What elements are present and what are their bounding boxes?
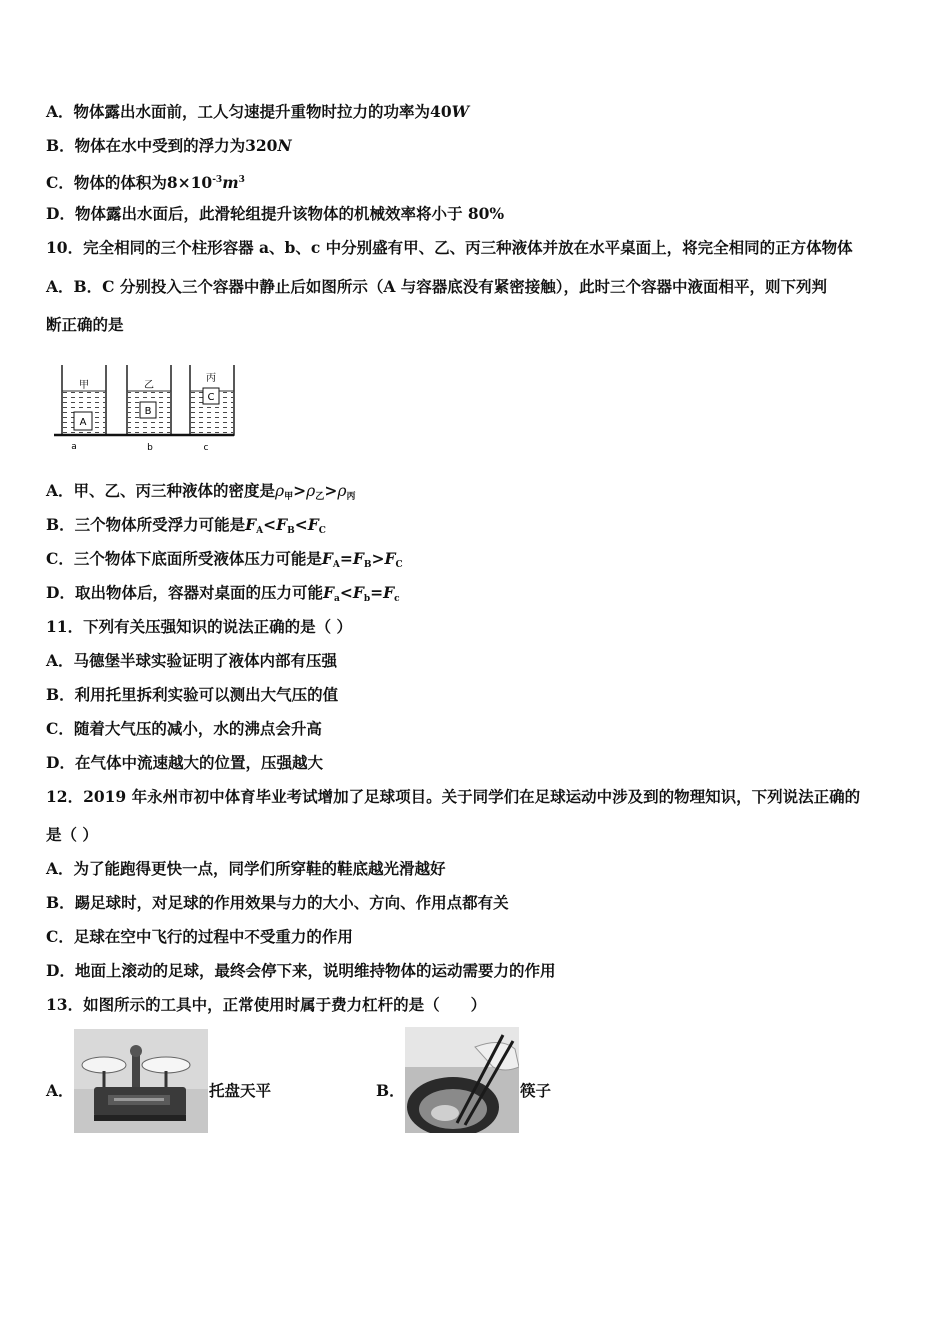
- q12-option-a: A．为了能跑得更快一点，同学们所穿鞋的鞋底越光滑越好: [46, 859, 446, 878]
- q12-option-d: D．地面上滚动的足球，最终会停下来，说明维持物体的运动需要力的作用: [46, 961, 556, 980]
- q9-b-unit: N: [277, 136, 292, 155]
- q12-option-c: C．足球在空中飞行的过程中不受重力的作用: [46, 927, 353, 946]
- container-label-b: b: [147, 443, 153, 453]
- q9-c-unit: m: [222, 173, 239, 192]
- q13-option-b-label: B．: [376, 1081, 405, 1100]
- sub-C: C: [395, 560, 403, 570]
- q9-option-a: [46, 102, 469, 122]
- q11-option-c: C．随着大气压的减小，水的沸点会升高: [46, 719, 322, 738]
- q11-option-a: A．马德堡半球实验证明了液体内部有压强: [46, 651, 338, 670]
- force-symbol: F: [245, 515, 257, 534]
- block-label-b: B: [144, 406, 152, 417]
- sub-b: b: [363, 594, 371, 604]
- sub-C: C: [318, 526, 326, 536]
- q10-option-d: [46, 583, 400, 609]
- balance-scale-image: [74, 1029, 208, 1133]
- eq-sign: =: [370, 583, 384, 602]
- q10-a-text: A．甲、乙、丙三种液体的密度是: [46, 481, 276, 500]
- sub-yi: 乙: [315, 492, 325, 502]
- force-symbol: F: [383, 583, 395, 602]
- sub-jia: 甲: [284, 492, 294, 502]
- q13-option-b-caption: 筷子: [520, 1081, 552, 1100]
- q10-option-c: [46, 549, 403, 575]
- lt-sign: <: [294, 515, 308, 534]
- force-symbol: F: [352, 583, 364, 602]
- liquid-label-yi: 乙: [144, 380, 154, 391]
- q12-stem-line2: 是（ ）: [46, 825, 98, 844]
- q10-option-b: [46, 515, 326, 541]
- q9-b-value: 320: [245, 136, 278, 155]
- force-symbol: F: [321, 549, 333, 568]
- liquid-label-jia: 甲: [79, 380, 89, 391]
- lt-sign: <: [263, 515, 277, 534]
- q9-c-unit-exponent: 3: [238, 175, 245, 185]
- q11-option-b: B．利用托里拆利实验可以测出大气压的值: [46, 685, 339, 704]
- force-symbol: F: [384, 549, 396, 568]
- q10-stem-line2: A．B．C 分别投入三个容器中静止后如图所示（A 与容器底没有紧密接触），此时三个容器中液面相平，则下列判: [46, 277, 828, 296]
- q13-stem: 13．如图所示的工具中，正常使用时属于费力杠杆的是（ ）: [46, 995, 487, 1014]
- q12-stem-line1: 12．2019 年永州市初中体育毕业考试增加了足球项目。关于同学们在足球运动中涉及到的物理知识，下列说法正确的: [46, 787, 861, 806]
- sub-c: c: [394, 594, 400, 604]
- q13-option-a-caption: 托盘天平: [209, 1081, 272, 1100]
- rho-symbol: ρ: [275, 482, 285, 500]
- q9-c-text: C．物体的体积为: [46, 173, 167, 192]
- block-label-a: A: [79, 417, 87, 428]
- q10-c-text: C．三个物体下底面所受液体压力可能是: [46, 549, 322, 568]
- q10-containers-figure: [54, 360, 238, 456]
- q10-option-a: [46, 481, 355, 507]
- force-symbol: F: [352, 549, 364, 568]
- container-label-c: c: [203, 443, 209, 453]
- sub-bing: 丙: [346, 492, 356, 502]
- q9-option-b: [46, 136, 292, 156]
- eq-sign: =: [339, 549, 353, 568]
- sub-A: A: [256, 526, 264, 536]
- q11-stem: 11．下列有关压强知识的说法正确的是（ ）: [46, 617, 352, 636]
- force-symbol: F: [307, 515, 319, 534]
- q10-stem-line1: 10．完全相同的三个柱形容器 a、b、c 中分别盛有甲、乙、丙三种液体并放在水平桌面上，将完全相同的正方体物体: [46, 238, 853, 257]
- block-label-c: C: [207, 392, 215, 403]
- q9-a-text: A．物体露出水面前，工人匀速提升重物时拉力的功率为: [46, 102, 431, 121]
- q12-option-b: B．踢足球时，对足球的作用效果与力的大小、方向、作用点都有关: [46, 893, 509, 912]
- sub-B: B: [363, 560, 372, 570]
- container-b: [127, 365, 171, 435]
- q10-d-text: D．取出物体后，容器对桌面的压力可能: [46, 583, 323, 602]
- q9-a-unit: W: [451, 102, 470, 121]
- gt-sign: >: [371, 549, 385, 568]
- q10-b-text: B．三个物体所受浮力可能是: [46, 515, 246, 534]
- rho-symbol: ρ: [306, 482, 316, 500]
- q9-c-value: 8×10: [166, 173, 213, 192]
- q13-option-a-label: A．: [46, 1081, 74, 1100]
- q9-b-text: B．物体在水中受到的浮力为: [46, 136, 246, 155]
- rho-symbol: ρ: [337, 482, 347, 500]
- q11-option-d: D．在气体中流速越大的位置，压强越大: [46, 753, 323, 772]
- q9-option-d: D．物体露出水面后，此滑轮组提升该物体的机械效率将小于 80%: [46, 204, 505, 223]
- sub-A: A: [332, 560, 340, 570]
- sub-B: B: [287, 526, 295, 536]
- q9-option-c: [46, 170, 245, 193]
- lt-sign: <: [339, 583, 353, 602]
- container-label-a: a: [71, 442, 77, 452]
- gt-sign: >: [324, 481, 338, 500]
- force-symbol: F: [322, 583, 334, 602]
- q9-c-exponent: -3: [212, 175, 223, 185]
- force-symbol: F: [276, 515, 288, 534]
- gt-sign: >: [293, 481, 307, 500]
- chopsticks-image: [405, 1027, 519, 1133]
- liquid-label-bing: 丙: [206, 373, 216, 384]
- q10-stem-line3: 断正确的是: [46, 315, 124, 334]
- sub-a: a: [333, 594, 340, 604]
- q9-a-value: 40: [430, 102, 452, 121]
